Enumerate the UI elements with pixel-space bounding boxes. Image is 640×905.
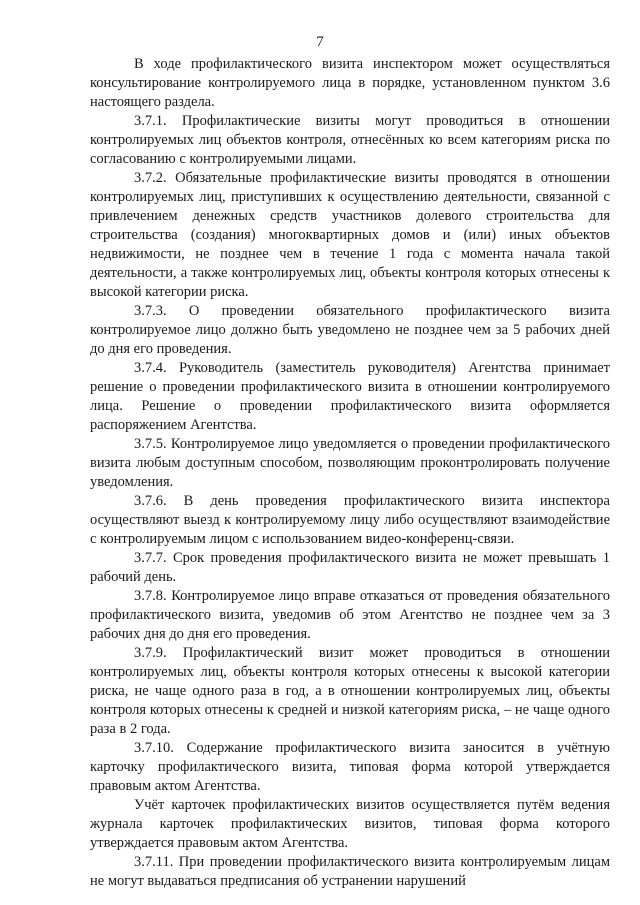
paragraph-3-7-2: 3.7.2. Обязательные профилактические визиты проводятся в отношении контролируемых лиц, приступивших к осуществлению деятельности, связанной с привлечением денежных средств участников долевого строительства для строительства (создания) многоквартирных домов и (или) иных объектов недвижимости, не позднее чем в течение 1 года с момента начала такой деятельности, а также контролируемых лиц, объекты контроля которых отнесены к высокой категории риска. <box>90 170 610 300</box>
paragraph-3-7-4: 3.7.4. Руководитель (заместитель руководителя) Агентства принимает решение о проведении профилактического визита в отношении контролируемого лица. Решение о проведении профилактического визита оформляется распоряжением Агентства. <box>90 360 610 433</box>
paragraph-3-7-7: 3.7.7. Срок проведения профилактического визита не может превышать 1 рабочий день. <box>90 550 610 585</box>
paragraph-3-7-1: 3.7.1. Профилактические визиты могут проводиться в отношении контролируемых лиц объектов контроля, отнесённых ко всем категориям риска по согласованию с контролируемыми лицами. <box>90 113 610 167</box>
document-body <box>90 55 610 891</box>
paragraph-3-7-6: 3.7.6. В день проведения профилактического визита инспектора осуществляют выезд к контролируемому лицу либо осуществляют взаимодействие с контролируемым лицом с использованием видео-конференц-связи. <box>90 493 610 547</box>
page-number: 7 <box>316 34 324 50</box>
paragraph-3-7-8: 3.7.8. Контролируемое лицо вправе отказаться от проведения обязательного профилактического визита, уведомив об этом Агентство не позднее чем за 3 рабочих дня до дня его проведения. <box>90 588 610 642</box>
paragraph-journal: Учёт карточек профилактических визитов осуществляется путём ведения журнала карточек профилактических визитов, типовая форма которого утверждается правовым актом Агентства. <box>90 797 610 851</box>
paragraph-3-7-11: 3.7.11. При проведении профилактического визита контролируемым лицам не могут выдаваться предписания об устранении нарушений <box>90 854 610 889</box>
paragraph-3-7-3: 3.7.3. О проведении обязательного профилактического визита контролируемое лицо должно быть уведомлено не позднее чем за 5 рабочих дней до дня его проведения. <box>90 303 610 357</box>
paragraph-3-7-9: 3.7.9. Профилактический визит может проводиться в отношении контролируемых лиц, объекты контроля которых отнесены к высокой категории риска, не чаще одного раза в год, а в отношении контролируемых лиц, объекты контроля которых отнесены к средней и низкой категориям риска, – не чаще одного раза в 2 года. <box>90 645 610 737</box>
paragraph-3-7-5: 3.7.5. Контролируемое лицо уведомляется о проведении профилактического визита любым доступным способом, позволяющим проконтролировать получение уведомления. <box>90 436 610 490</box>
paragraph-3-7-10: 3.7.10. Содержание профилактического визита заносится в учётную карточку профилактического визита, типовая форма которой утверждается правовым актом Агентства. <box>90 740 610 794</box>
paragraph-consultation: В ходе профилактического визита инспектором может осуществляться консультирование контролируемого лица в порядке, установленном пунктом 3.6 настоящего раздела. <box>90 56 610 110</box>
